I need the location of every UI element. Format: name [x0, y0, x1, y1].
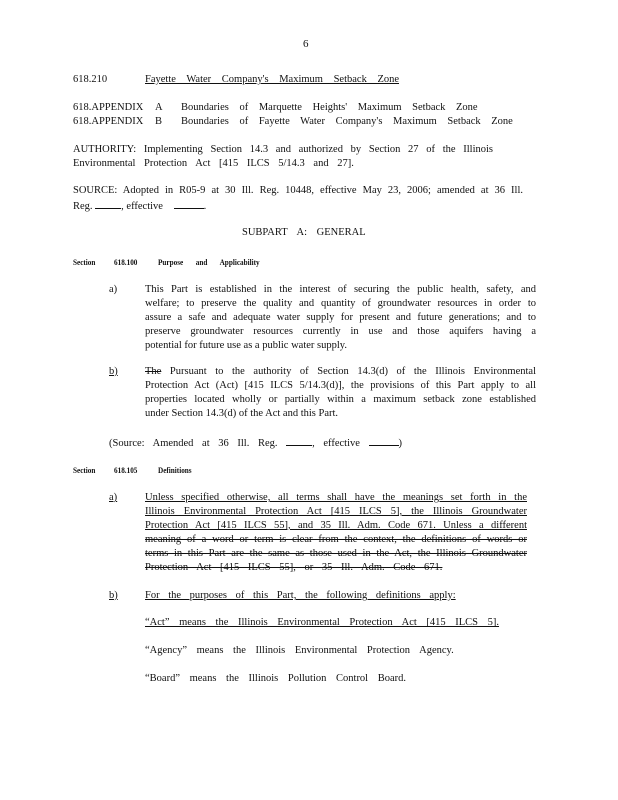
blank-line: [174, 198, 204, 209]
definitions-intro-paragraph: Unless specified otherwise, all terms shall have the meanings set forth in the Illinois Environmental Protection Act [415 ILCS 5], the Illinois Groundwater Protection Act [415 ILCS 55], and 35 Ill. Adm. Code 671. Unless a different meaning of a word or term is clear from the context, the definitions of words or terms in this Part are the same as those used in the Act, the Illinois Groundwater Protection Act [415 ILCS 55], or 35 Ill. Adm. Code 671.: [145, 492, 527, 573]
definitions-lead: For the purposes of this Part, the following definitions apply:: [145, 590, 456, 601]
section-number: 618.100: [114, 258, 138, 267]
definition-agency: “Agency” means the Illinois Environmental Protection Agency.: [145, 645, 454, 656]
struck-text: The: [145, 366, 162, 377]
section-title: Purpose and Applicability: [158, 258, 260, 267]
toc-number: 618.APPENDIX: [73, 116, 144, 127]
section-label: Section: [73, 466, 96, 475]
toc-label: Fayette Water Company's Maximum Setback Zone: [145, 74, 400, 85]
struck-text: meaning of a word or term is clear from the context, the definitions of words or: [145, 534, 527, 545]
item-marker: a): [109, 284, 118, 295]
toc-letter: B: [155, 116, 163, 127]
item-marker: b): [109, 590, 118, 601]
blank-line: [95, 198, 121, 209]
toc-letter: A: [155, 102, 163, 113]
source-note-line2: Reg. , effective .: [73, 198, 206, 214]
toc-label: Boundaries of Fayette Water Company's Maximum Setback Zone: [181, 116, 513, 127]
item-marker: b): [109, 366, 118, 377]
section-source-note: (Source: Amended at 36 Ill. Reg. , effective ): [109, 435, 402, 451]
struck-text: terms in this Part are the same as those used in the Act, the Illinois Groundwater: [145, 548, 527, 559]
purpose-paragraph: This Part is established in the interest of securing the public health, safety, and welfare; to preserve the quality and quantity of groundwater resources in order to assure a safe and adequate water supply for present and future generations; and to preserve groundwater resources currently in use and those aquifers having a potential for future use as a public water supply.: [145, 284, 536, 351]
section-label: Section: [73, 258, 96, 267]
section-number: 618.105: [114, 466, 138, 475]
applicability-paragraph: The Pursuant to the authority of Section 14.3(d) of the Illinois Environmental Protection Act (Act) [415 ILCS 5/14.3(d)], the provisions of this Part apply to all properties located wholly or partially within a maximum setback zone established under Section 14.3(d) of the Act and this Part.: [145, 366, 536, 419]
struck-text: Protection Act [415 ILCS 55], or 35 Ill. Adm. Code 671.: [145, 562, 443, 573]
definition-act: “Act” means the Illinois Environmental Protection Act [415 ILCS 5].: [145, 617, 500, 628]
toc-label: Boundaries of Marquette Heights' Maximum Setback Zone: [181, 102, 478, 113]
blank-line: [369, 435, 399, 446]
source-note: SOURCE: Adopted in R05-9 at 30 Ill. Reg. 10448, effective May 23, 2006; amended at 36 Ill.: [73, 185, 523, 196]
toc-number: 618.APPENDIX: [73, 102, 144, 113]
authority-note: AUTHORITY: Implementing Section 14.3 and authorized by Section 27 of the Illinois Environmental Protection Act [415 ILCS 5/14.3 and 27].: [73, 144, 493, 169]
subpart-heading: SUBPART A: GENERAL: [242, 227, 366, 238]
definition-board: “Board” means the Illinois Pollution Control Board.: [145, 673, 407, 684]
toc-number: 618.210: [73, 74, 108, 85]
item-marker: a): [109, 492, 118, 503]
blank-line: [286, 435, 312, 446]
page-number: 6: [303, 38, 309, 50]
section-title: Definitions: [158, 466, 192, 475]
